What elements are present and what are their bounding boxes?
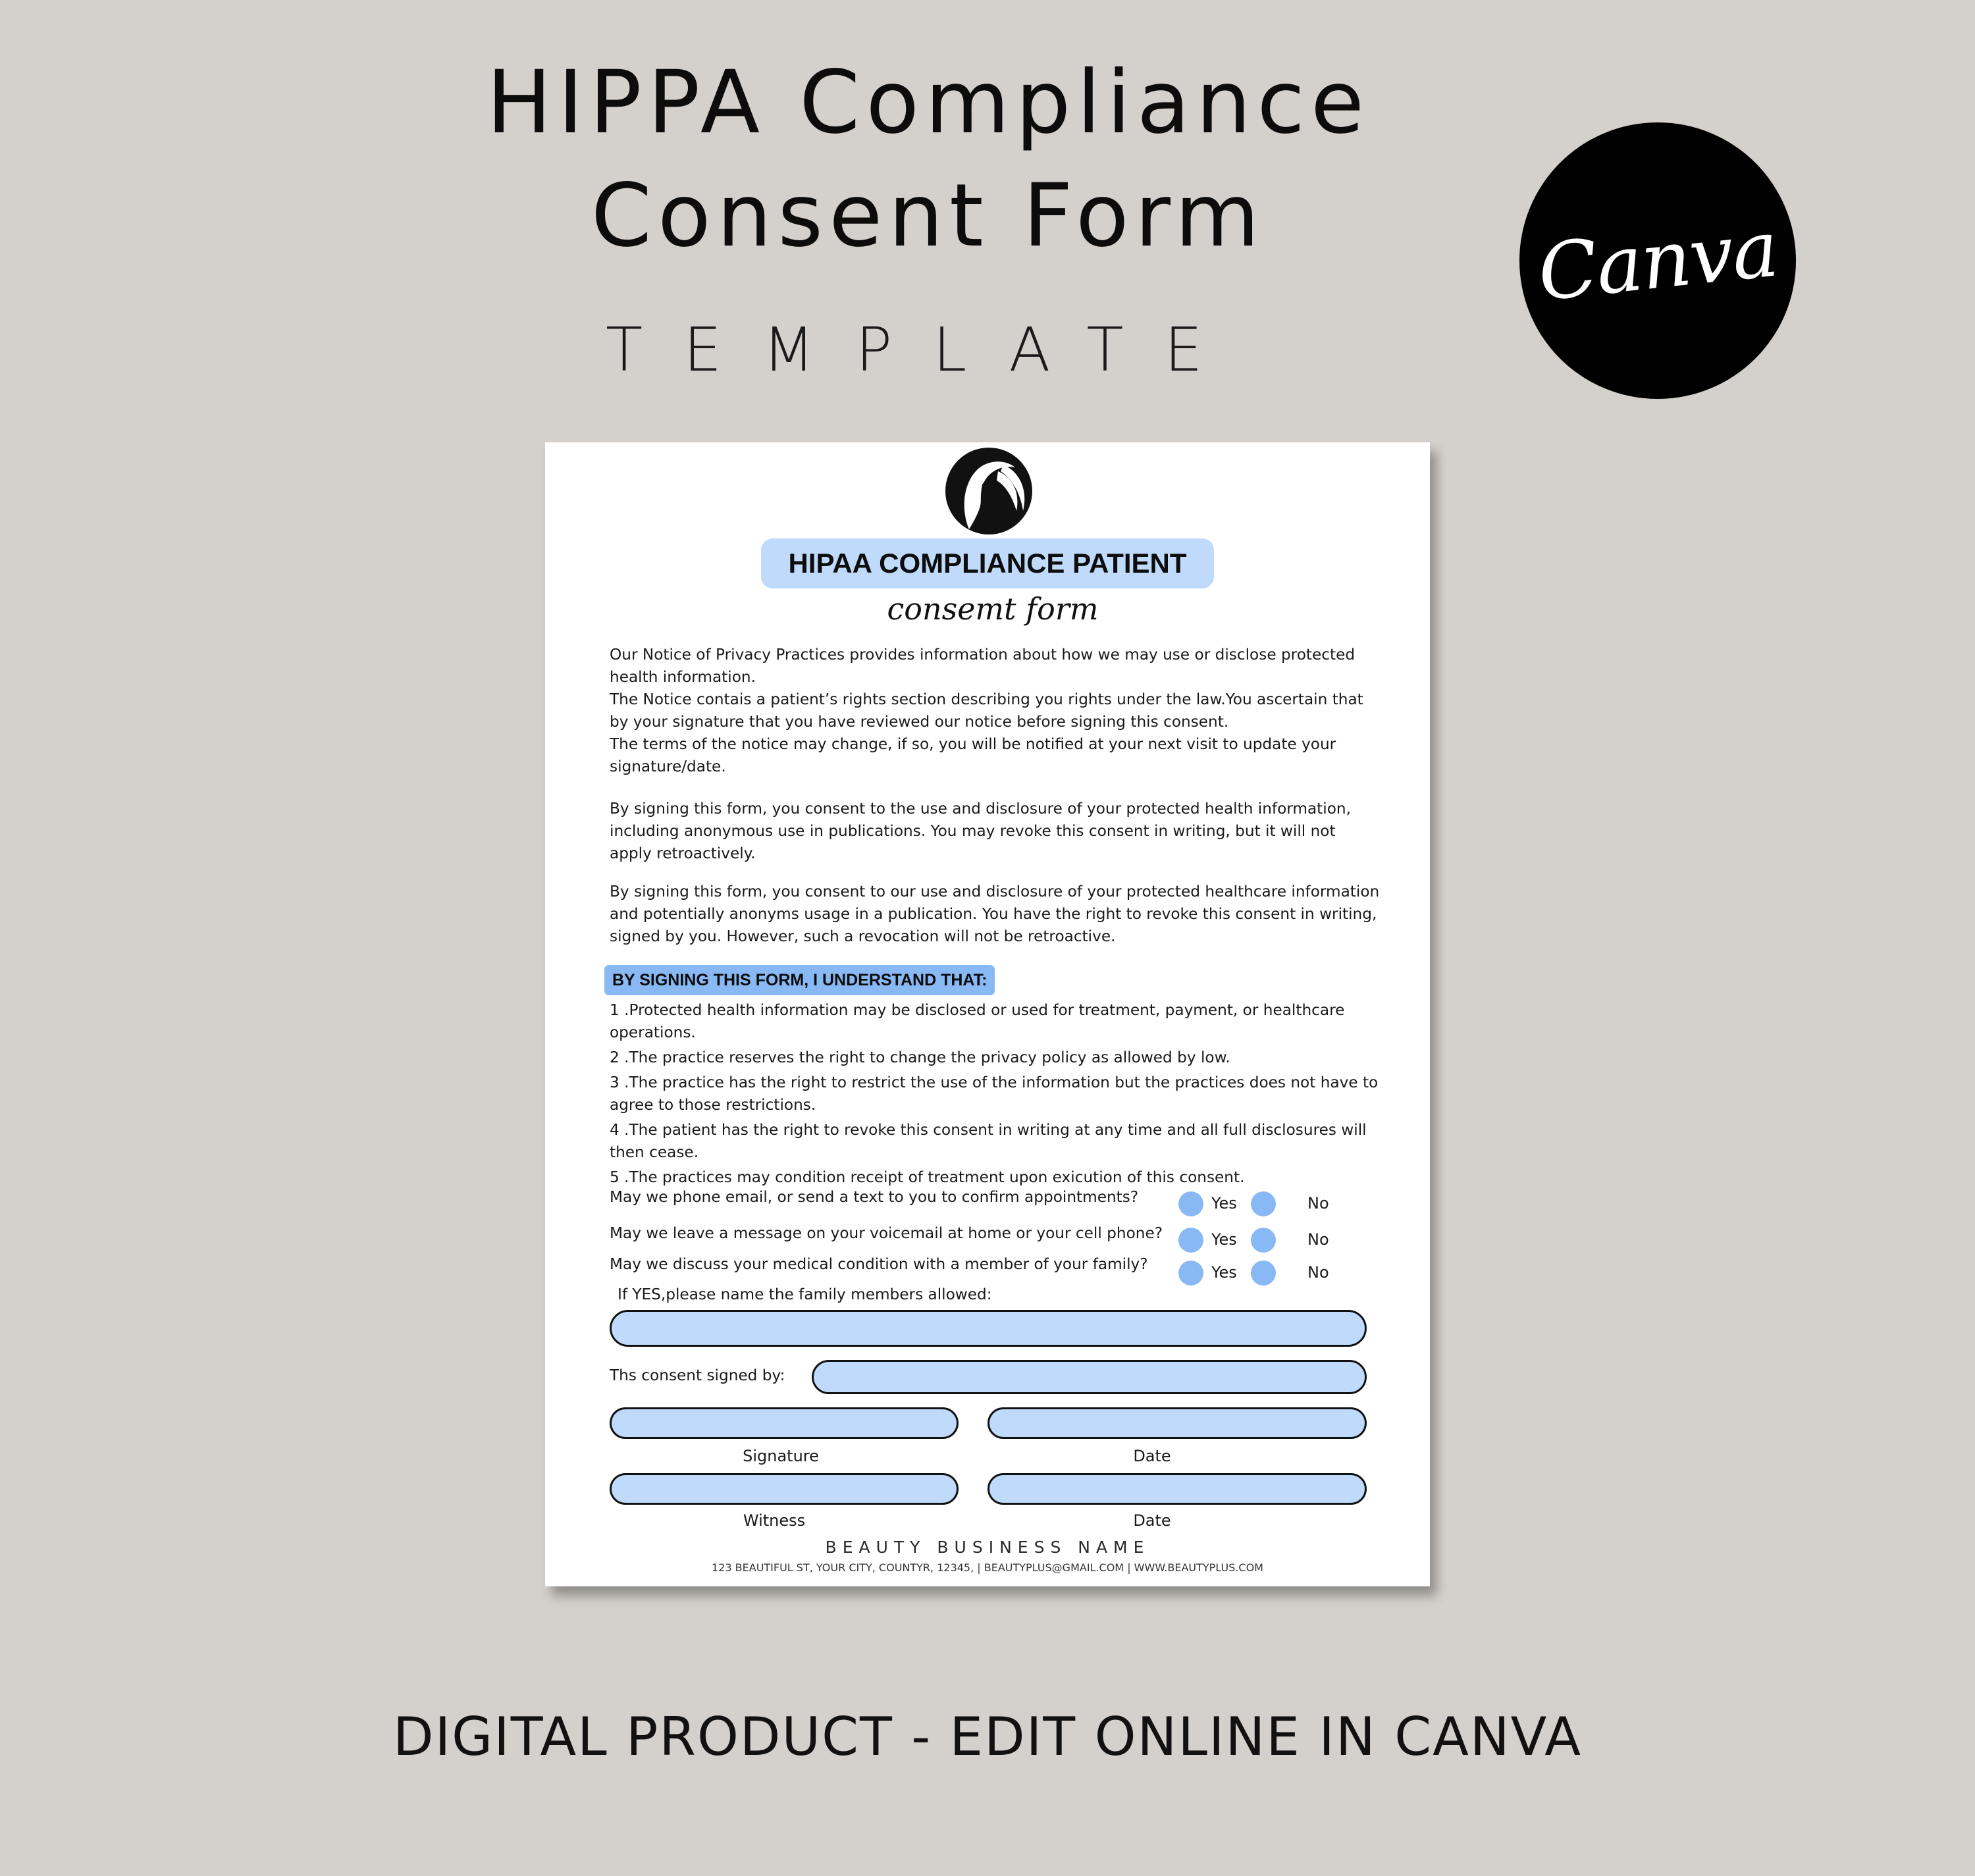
witness-field[interactable] xyxy=(610,1473,959,1505)
date-field[interactable] xyxy=(988,1407,1367,1439)
form-subtitle: consemt form xyxy=(887,591,1099,627)
question-contact: May we phone email, or send a text to you to confirm appointments? xyxy=(610,1188,1139,1206)
list-item: 2 .The practice reserves the right to change the privacy policy as allowed by low. xyxy=(610,1049,1230,1066)
yes-label: Yes xyxy=(1211,1194,1237,1212)
list-item: 5 .The practices may condition receipt of treatment upon exicution of this consent. xyxy=(610,1168,1245,1186)
list-item: 1 .Protected health information may be disclosed or used for treatment, payment, or healthcare operations. xyxy=(610,1001,1345,1041)
signature-caption: Signature xyxy=(743,1447,819,1465)
list-item: 4 .The patient has the right to revoke this consent in writing at any time and all full disclosures will then cease. xyxy=(610,1121,1367,1161)
yes-radio[interactable] xyxy=(1178,1191,1203,1216)
no-radio[interactable] xyxy=(1251,1228,1276,1253)
canva-logo-text: Canva xyxy=(1533,203,1782,319)
family-members-prompt: If YES,please name the family members allowed: xyxy=(618,1286,992,1303)
form-title: HIPAA COMPLIANCE PATIENT xyxy=(761,538,1214,588)
yes-label: Yes xyxy=(1211,1230,1237,1249)
question-family: May we discuss your medical condition with a member of your family? xyxy=(610,1255,1148,1273)
intro-line: Our Notice of Privacy Practices provides information about how we may use or disclose protected health information. xyxy=(610,646,1356,686)
yes-radio[interactable] xyxy=(1178,1228,1203,1253)
terms-list xyxy=(610,999,1380,1191)
section-heading: BY SIGNING THIS FORM, I UNDERSTAND THAT: xyxy=(604,965,995,995)
consent-paragraph: By signing this form, you consent to the use and disclosure of your protected health information, including anonymous use in publications. You may revoke this consent in writing, but it will not apply retroactively. xyxy=(610,800,1351,862)
witness-date-field[interactable] xyxy=(988,1473,1367,1505)
intro-text xyxy=(610,644,1380,778)
yes-radio[interactable] xyxy=(1178,1261,1203,1286)
family-members-field[interactable] xyxy=(610,1310,1367,1347)
question-voicemail: May we leave a message on your voicemail at home or your cell phone? xyxy=(610,1224,1163,1242)
list-item: 3 .The practice has the right to restrict the use of the information but the practices does not have to agree to those restrictions. xyxy=(610,1074,1379,1114)
signed-by-field[interactable] xyxy=(812,1360,1367,1394)
witness-date-caption: Date xyxy=(1133,1511,1171,1530)
business-name: BEAUTY BUSINESS NAME xyxy=(825,1538,1150,1557)
yes-label: Yes xyxy=(1211,1263,1237,1282)
no-label: No xyxy=(1307,1194,1329,1212)
no-radio[interactable] xyxy=(1251,1191,1276,1216)
page-title-line1: HIPPA Compliance xyxy=(486,52,1371,153)
page-subtitle: TEMPLATE xyxy=(606,315,1244,385)
no-label: No xyxy=(1307,1263,1329,1282)
no-label: No xyxy=(1307,1230,1329,1249)
canva-logo-badge xyxy=(1519,122,1796,399)
signed-by-label: Ths consent signed by: xyxy=(610,1367,785,1384)
signature-field[interactable] xyxy=(610,1407,959,1439)
form-preview-sheet xyxy=(545,442,1430,1586)
intro-line: The terms of the notice may change, if so, you will be notified at your next visit to update your signature/date. xyxy=(610,735,1336,775)
witness-caption: Witness xyxy=(743,1511,806,1530)
date-caption: Date xyxy=(1133,1447,1171,1465)
consent-paragraph: By signing this form, you consent to our use and disclosure of your protected healthcare information and potentially anonyms usage in a publication. You have the right to revoke this consent in writing, signed by you. However, such a revocation will not be retroactive. xyxy=(610,883,1380,945)
business-contact-info: 123 BEAUTIFUL ST, YOUR CITY, COUNTYR, 12345, | BEAUTYPLUS@GMAIL.COM | WWW.BEAUTYPLUS.COM xyxy=(712,1561,1263,1574)
woman-profile-icon xyxy=(943,445,1035,537)
intro-line: The Notice contais a patient’s rights section describing you rights under the law.You ascertain that by your signature that you have reviewed our notice before signing this consent. xyxy=(610,690,1363,731)
page-title-line2: Consent Form xyxy=(591,165,1266,267)
no-radio[interactable] xyxy=(1251,1261,1276,1286)
product-footer: DIGITAL PRODUCT - EDIT ONLINE IN CANVA xyxy=(392,1706,1583,1767)
page-title xyxy=(369,46,1488,273)
